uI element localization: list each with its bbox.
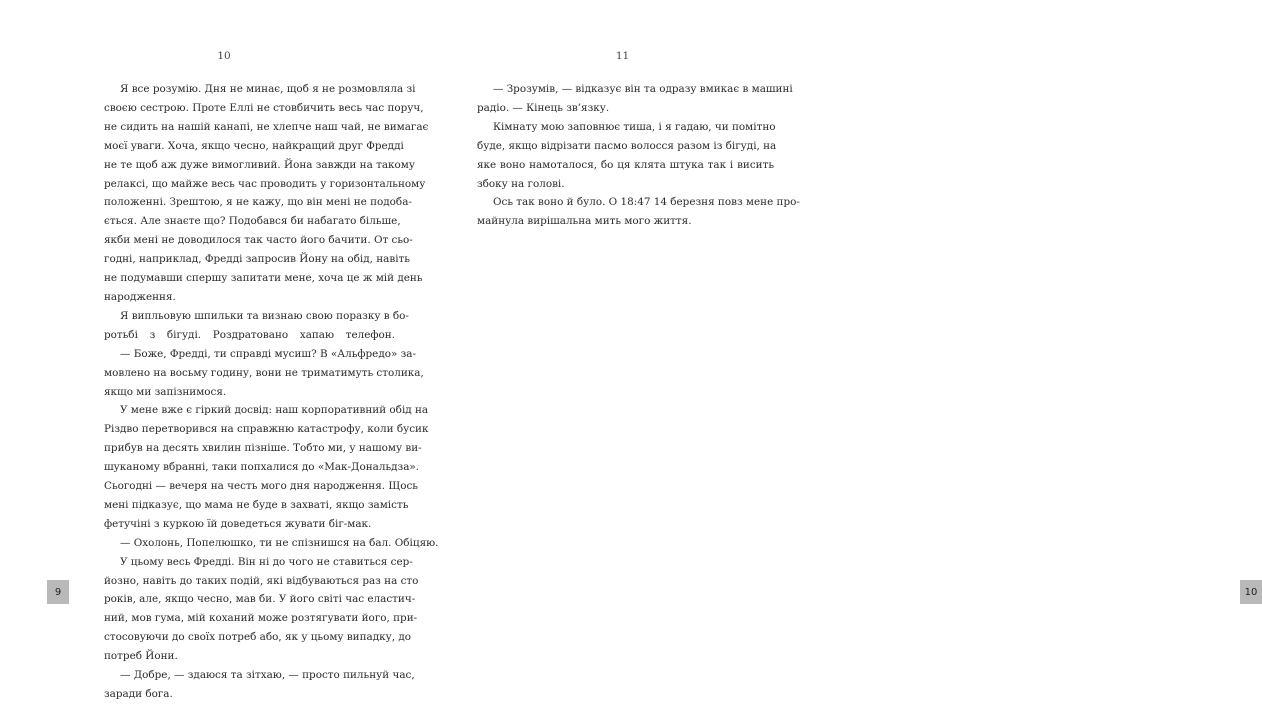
text-line: народження.: [104, 290, 176, 303]
text-line: — Зрозумів, — відказує він та одразу вмикає в машині: [493, 83, 793, 95]
text-line: годні, наприклад, Фредді запросив Йону на обід, навіть: [104, 253, 410, 266]
text-line: — Добре, — здаюся та зітхаю, — просто пильнуй час,: [120, 669, 415, 682]
text-line: майнула вирішальна мить мого життя.: [477, 215, 692, 228]
text-line: шуканому вбранні, таки попхалися до «Мак-Дональдза».: [104, 461, 420, 474]
text-line: ний, мов гума, мій коханий може розтягувати його, при-: [104, 612, 418, 625]
text-line: не подумавши спершу запитати мене, хоча це ж мій день: [104, 272, 423, 285]
right-page-number-tab: 10: [1240, 580, 1262, 604]
text-line: Я все розумію. Дня не минає, щоб я не розмовляла зі: [120, 83, 416, 95]
text-line: фетучіні з куркою їй доведеться жувати біг-мак.: [104, 517, 372, 530]
text-line: років, але, якщо чесно, мав би. У його світі час еластич-: [104, 593, 416, 606]
text-line: У цьому весь Фредді. Він ні до чого не ставиться сер-: [120, 555, 413, 568]
text-line: якби мені не доводилося так часто його бачити. От сьо-: [104, 234, 413, 247]
text-line: Сьогодні — вечеря на честь мого дня народження. Щось: [104, 480, 418, 493]
text-line: Кімнату мою заповнює тиша, і я гадаю, чи помітно: [493, 120, 776, 133]
text-line: яке воно намоталося, бо ця клята штука так і висить: [477, 158, 774, 171]
text-line: йозно, навіть до таких подій, які відбуваються раз на сто: [104, 574, 419, 587]
left-page-header-number: 10: [217, 50, 231, 62]
right-page-header-number: 11: [615, 50, 630, 62]
text-line: ється. Але знаєте що? Подобався би набагато більше,: [104, 215, 401, 228]
text-line: У мене вже є гіркий досвід: наш корпоративний обід на: [120, 404, 429, 417]
text-line: заради бога.: [104, 688, 173, 700]
text-line: — Боже, Фредді, ти справді мусиш? В «Альфредо» за-: [120, 347, 417, 360]
text-line: — Охолонь, Попелюшко, ти не спізнишся на бал. Обіцяю.: [120, 536, 439, 549]
text-line: не сидить на нашій канапі, не хлепче наш чай, не вимагає: [104, 120, 429, 133]
right-page: [438, 0, 1258, 653]
text-line: ротьбі з бігуді. Роздратовано хапаю телефон.: [104, 328, 395, 341]
text-line: стосовуючи до своїх потреб або, як у цьому випадку, до: [104, 631, 411, 644]
text-line: Я випльовую шпильки та визнаю свою поразку в бо-: [120, 309, 409, 322]
left-page: [0, 0, 439, 700]
text-line: потреб Йони.: [104, 650, 178, 663]
right-page-body-text: [477, 80, 800, 231]
text-line: прибув на десять хвилин пізніше. Тобто ми, у нашому ви-: [104, 442, 422, 455]
left-page-number-tab: 9: [47, 580, 69, 604]
text-line: буде, якщо відрізати пасмо волосся разом із бігуді, на: [477, 139, 777, 152]
left-page-body-text: [104, 80, 439, 704]
text-line: Ось так воно й було. О 18:47 14 березня повз мене про-: [493, 196, 800, 209]
text-line: Різдво перетворився на справжню катастрофу, коли бусик: [104, 423, 429, 436]
text-line: моєї уваги. Хоча, якщо чесно, найкращий друг Фредді: [104, 139, 404, 152]
text-line: якщо ми запізнимося.: [104, 385, 227, 398]
text-line: мовлено на восьму годину, вони не триматимуть столика,: [104, 366, 424, 379]
text-line: збоку на голові.: [477, 177, 565, 190]
text-line: мені підказує, що мама не буде в захваті, якщо замість: [104, 498, 409, 511]
text-line: своєю сестрою. Проте Еллі не стовбичить весь час поруч,: [104, 101, 424, 114]
text-line: радіо. — Кінець зв’язку.: [477, 101, 610, 114]
text-line: релаксі, що майже весь час проводить у горизонтальному: [104, 177, 426, 190]
text-line: положенні. Зрештою, я не кажу, що він мені не подоба-: [104, 196, 412, 209]
text-line: не те щоб аж дуже вимогливий. Йона завжди на такому: [104, 158, 415, 171]
